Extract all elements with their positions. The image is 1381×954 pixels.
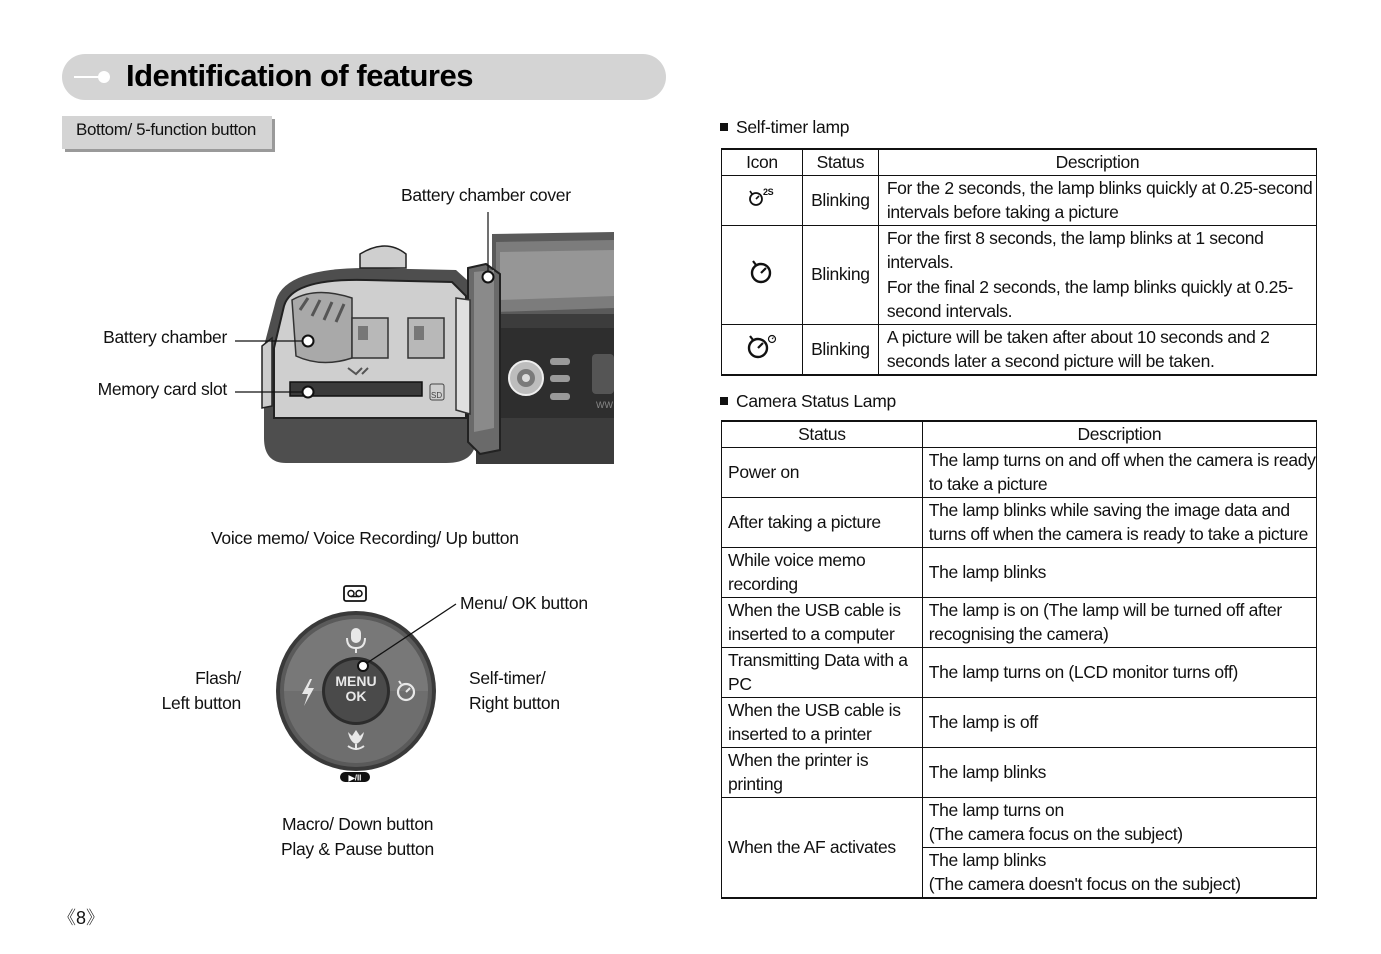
status-cell: Blinking — [802, 225, 878, 324]
description-cell: The lamp blinks (The camera doesn't focus on the subject) — [922, 847, 1316, 898]
label-self-timer-line1: Self-timer/ — [469, 668, 546, 688]
table-row — [722, 697, 1317, 747]
play-pause-text: ▶/II — [348, 773, 362, 783]
label-right-button: Right button — [469, 693, 560, 713]
figure1-callout-lines — [230, 210, 510, 400]
label-battery-chamber: Battery chamber — [103, 327, 227, 347]
label-up-button: Voice memo/ Voice Recording/ Up button — [211, 528, 519, 548]
table-row — [722, 797, 1317, 847]
description-cell: A picture will be taken after about 10 seconds and 2 seconds later a second picture will be taken. — [878, 324, 1316, 375]
five-function-button-illustration — [270, 580, 470, 790]
description-cell: The lamp turns on (The camera focus on the subject) — [922, 797, 1316, 847]
label-play-pause-button: Play & Pause button — [281, 839, 434, 859]
description-cell: The lamp turns on (LCD monitor turns off) — [922, 647, 1316, 697]
status-cell: After taking a picture — [722, 497, 923, 547]
description-cell: For the 2 seconds, the lamp blinks quickly at 0.25-second intervals before taking a picture — [878, 175, 1316, 225]
description-cell: The lamp blinks — [922, 747, 1316, 797]
timer-10s-icon — [748, 258, 776, 284]
status-cell: While voice memo recording — [722, 547, 923, 597]
description-cell: The lamp blinks while saving the image data and turns off when the camera is ready to take a picture — [922, 497, 1316, 547]
status-cell: When the USB cable is inserted to a printer — [722, 697, 923, 747]
section-tab: Bottom/ 5-function button — [62, 116, 272, 149]
label-memory-card-slot: Memory card slot — [97, 379, 227, 399]
body-imprint: WW — [596, 400, 613, 410]
ok-text: OK — [345, 688, 367, 704]
menu-text: MENU — [335, 673, 377, 689]
timer-double-icon — [746, 333, 778, 359]
header-description: Description — [878, 149, 1316, 175]
status-cell: Transmitting Data with a PC — [722, 647, 923, 697]
status-cell: Power on — [722, 447, 923, 497]
table-row — [722, 547, 1317, 597]
status-cell: When the AF activates — [722, 797, 923, 898]
description-cell: The lamp is on (The lamp will be turned off after recognising the camera) — [922, 597, 1316, 647]
status-lamp-table — [721, 420, 1317, 899]
header-status: Status — [722, 421, 923, 447]
status-lamp-section-title: Camera Status Lamp — [720, 391, 896, 412]
description-cell: The lamp is off — [922, 697, 1316, 747]
status-cell: When the USB cable is inserted to a computer — [722, 597, 923, 647]
page-number: 《8》 — [58, 908, 105, 928]
label-menu-ok-button: Menu/ OK button — [460, 593, 588, 613]
label-macro-down-button: Macro/ Down button — [282, 814, 434, 834]
selftimer-section-title: Self-timer lamp — [720, 117, 849, 138]
selftimer-table — [721, 148, 1317, 376]
timer-2s-icon — [747, 186, 777, 208]
label-battery-chamber-cover: Battery chamber cover — [401, 185, 571, 205]
sd-imprint: SD — [431, 391, 443, 400]
description-cell: The lamp turns on and off when the camera is ready to take a picture — [922, 447, 1316, 497]
table-row — [722, 747, 1317, 797]
header-decoration-dot — [98, 71, 110, 83]
description-cell: For the first 8 seconds, the lamp blinks at 1 second intervals. For the final 2 seconds, the lamp blinks quickly at 0.25- second intervals. — [878, 225, 1316, 324]
header-icon: Icon — [722, 149, 803, 175]
table-row — [722, 447, 1317, 497]
table-row — [722, 597, 1317, 647]
voice-recording-icon — [344, 586, 366, 601]
status-cell: Blinking — [802, 175, 878, 225]
table-row — [722, 647, 1317, 697]
table-row — [722, 497, 1317, 547]
status-cell: Blinking — [802, 324, 878, 375]
description-cell: The lamp blinks — [922, 547, 1316, 597]
page-title: Identification of features — [126, 58, 473, 93]
svg-text:2S: 2S — [762, 186, 774, 197]
label-left-button: Left button — [161, 693, 241, 713]
header-description: Description — [922, 421, 1316, 447]
status-cell: When the printer is printing — [722, 747, 923, 797]
play-pause-icon — [340, 772, 370, 783]
label-flash-line1: Flash/ — [195, 668, 241, 688]
header-status: Status — [802, 149, 878, 175]
